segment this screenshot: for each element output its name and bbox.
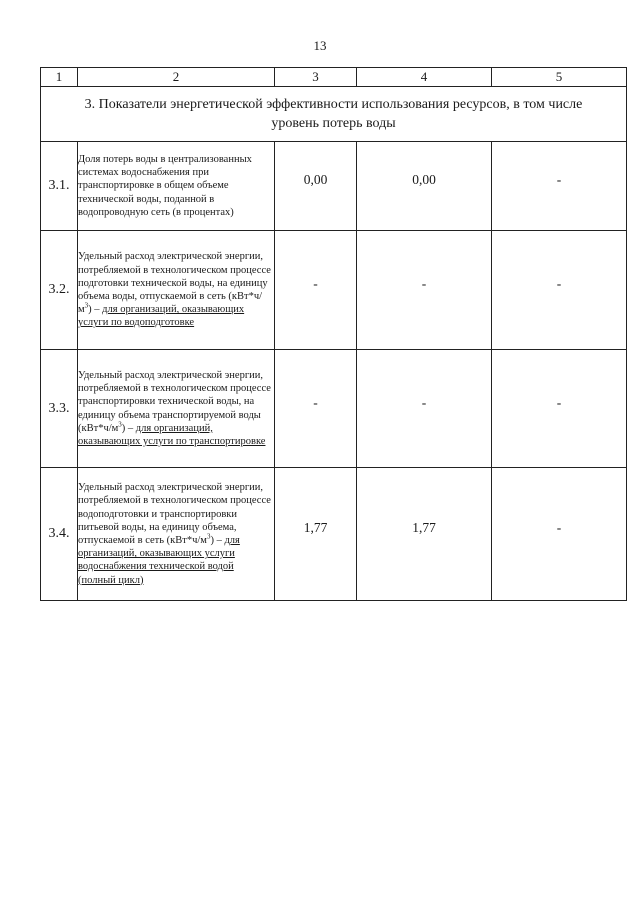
column-number-2: 2 xyxy=(78,68,275,87)
description-text: Удельный расход электрической энергии, потребляемой в технологическом процессе транспортировки технической воды, на единицу объема транспортируемой воды (кВт*ч/м xyxy=(78,369,271,434)
value-text: - xyxy=(421,276,427,291)
row-description xyxy=(78,350,275,468)
row-number: 3.4. xyxy=(41,468,78,601)
superscript: 3 xyxy=(118,420,122,429)
description-underlined: для организаций, оказывающих услуги водоснабжения технической водой (полный цикл) xyxy=(78,535,240,586)
value-col-4 xyxy=(357,142,492,231)
row-description xyxy=(78,468,275,601)
row-number: 3.1. xyxy=(41,142,78,231)
column-number-5: 5 xyxy=(492,68,627,87)
description-underlined: для организаций, оказывающих услуги по водоподготовке xyxy=(78,304,245,329)
value-text: - xyxy=(556,276,562,291)
value-col-5 xyxy=(492,350,627,468)
description-underlined: для организаций, оказывающих услуги по транспортировке xyxy=(78,422,266,447)
row-number: 3.2. xyxy=(41,231,78,350)
value-text: - xyxy=(556,520,562,535)
description-text: Доля потерь воды в централизованных системах водоснабжения при транспортировке в общем объеме технической воды, поданной в водопроводную сеть (в процентах) xyxy=(78,153,252,218)
value-col-3 xyxy=(275,350,357,468)
value-col-4 xyxy=(357,231,492,350)
row-description xyxy=(78,142,275,231)
row-number: 3.3. xyxy=(41,350,78,468)
value-col-5 xyxy=(492,231,627,350)
column-number-row xyxy=(41,68,627,87)
column-number-1: 1 xyxy=(41,68,78,87)
value-col-3 xyxy=(275,468,357,601)
value-text: - xyxy=(421,394,427,410)
description-text-after: ) – xyxy=(88,304,103,316)
value-text: 1,77 xyxy=(412,520,436,535)
table-row xyxy=(41,142,627,231)
value-text: - xyxy=(556,172,562,187)
table-row xyxy=(41,231,627,350)
description-text-after: ) – xyxy=(210,535,225,546)
value-col-3 xyxy=(275,231,357,350)
value-text: - xyxy=(313,394,318,410)
superscript: 3 xyxy=(84,301,89,310)
table-row xyxy=(41,350,627,468)
column-number-4: 4 xyxy=(357,68,492,87)
section-header-row xyxy=(41,87,627,142)
value-col-5 xyxy=(492,142,627,231)
section-title: 3. Показатели энергетической эффективности использования ресурсов, в том числе уровень потерь воды xyxy=(41,87,627,142)
value-text: 0,00 xyxy=(412,172,436,187)
superscript: 3 xyxy=(206,532,211,541)
row-description xyxy=(78,231,275,350)
indicators-table xyxy=(40,67,627,601)
value-text: 0,00 xyxy=(303,172,328,187)
value-col-4 xyxy=(357,468,492,601)
description-text: Удельный расход электрической энергии, потребляемой в технологическом процессе подготовки технической воды, на единицу объема воды, отпускаемой в сеть (кВт*ч/м xyxy=(78,251,271,316)
description-text-after: ) – xyxy=(121,422,136,434)
value-text: - xyxy=(313,276,318,291)
value-col-4 xyxy=(357,350,492,468)
description-text: Удельный расход электрической энергии, потребляемой в технологическом процессе водоподготовки и транспортировки питьевой воды, на единицу объема, отпускаемой в сеть (кВт*ч/м xyxy=(78,482,271,546)
value-col-5 xyxy=(492,468,627,601)
value-col-3 xyxy=(275,142,357,231)
table-row xyxy=(41,468,627,601)
value-text: 1,77 xyxy=(303,520,328,535)
value-text: - xyxy=(556,394,562,410)
page-number: 13 xyxy=(313,38,327,53)
column-number-3: 3 xyxy=(275,68,357,87)
